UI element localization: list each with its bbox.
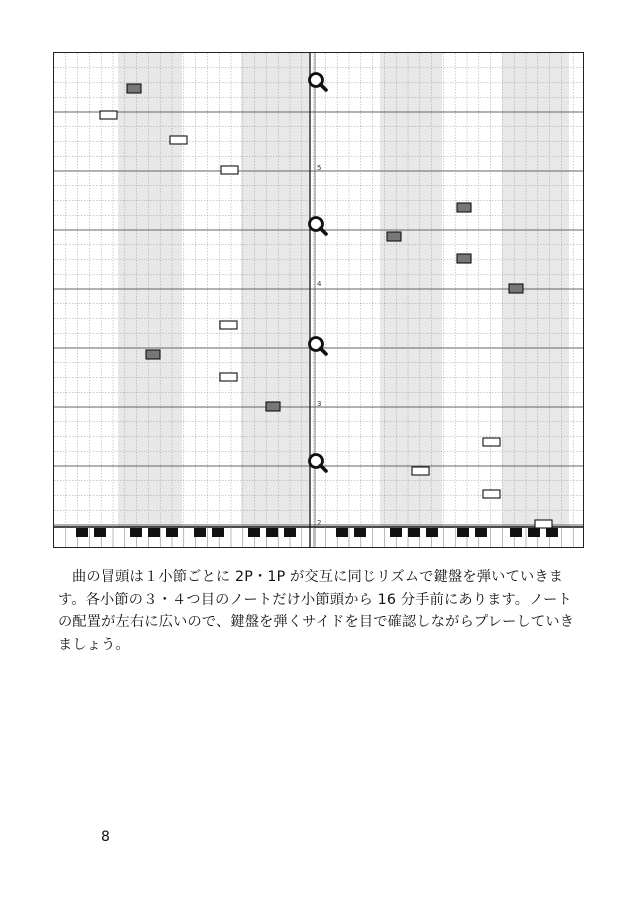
measure-number: 2 — [317, 519, 322, 527]
black-key — [248, 528, 260, 537]
measure-number: 5 — [317, 164, 322, 172]
measure-number: 4 — [317, 280, 322, 288]
note-2p — [220, 321, 237, 329]
note-2p — [220, 373, 237, 381]
black-key — [76, 528, 88, 537]
black-key — [354, 528, 366, 537]
black-key — [94, 528, 106, 537]
keyboard-strip — [54, 527, 584, 548]
note-2p — [483, 490, 500, 498]
black-key — [546, 528, 558, 537]
note-2p — [483, 438, 500, 446]
black-key — [510, 528, 522, 537]
black-key — [408, 528, 420, 537]
magnifier-icon — [310, 218, 327, 235]
black-key — [212, 528, 224, 537]
caption-text: 曲の冒頭は１小節ごとに 2P・1P が交互に同じリズムで鍵盤を弾いていきます。各小節の３・４つ目のノートだけ小節頭から 16 分手前にあります。ノートの配置が左右に広いので、鍵盤を弾くサイドを目で確認しながらプレーしていきましょう。 — [58, 569, 575, 653]
black-key — [528, 528, 540, 537]
black-key — [194, 528, 206, 537]
black-key — [336, 528, 348, 537]
column-band — [241, 53, 309, 527]
note-1p — [509, 284, 523, 293]
black-key — [390, 528, 402, 537]
black-key — [457, 528, 469, 537]
note-chart-canvas — [54, 53, 584, 548]
measure-number: 3 — [317, 400, 322, 408]
black-key — [475, 528, 487, 537]
column-band — [118, 53, 182, 527]
note-2p — [412, 467, 429, 475]
page-number: 8 — [101, 829, 110, 845]
note-1p — [146, 350, 160, 359]
magnifier-icon — [310, 74, 327, 91]
black-key — [148, 528, 160, 537]
markers-layer — [310, 74, 327, 472]
column-bands — [118, 53, 569, 527]
note-2p — [100, 111, 117, 119]
note-2p — [535, 520, 552, 528]
black-key — [130, 528, 142, 537]
note-1p — [457, 254, 471, 263]
note-2p — [221, 166, 238, 174]
magnifier-icon — [310, 338, 327, 355]
column-band — [380, 53, 442, 527]
black-key — [266, 528, 278, 537]
note-2p — [170, 136, 187, 144]
note-1p — [266, 402, 280, 411]
note-1p — [457, 203, 471, 212]
note-1p — [127, 84, 141, 93]
black-key — [426, 528, 438, 537]
black-key — [284, 528, 296, 537]
magnifier-icon — [310, 455, 327, 472]
black-key — [166, 528, 178, 537]
note-chart — [53, 52, 584, 548]
note-1p — [387, 232, 401, 241]
